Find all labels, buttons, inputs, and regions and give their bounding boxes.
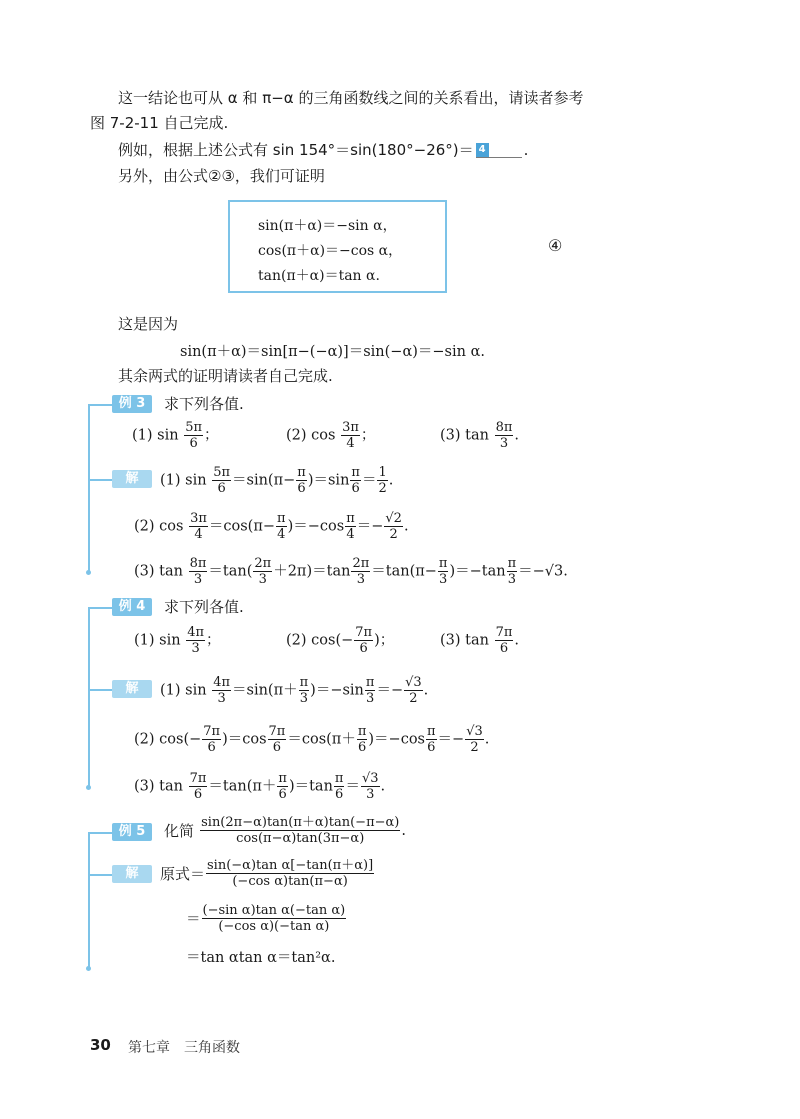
example5-solution-3: ＝tan αtan α＝tan²α. bbox=[186, 950, 336, 966]
fraction bbox=[206, 858, 374, 889]
math-text: (1) sin bbox=[160, 682, 207, 699]
math-text: ＝tan(π− bbox=[371, 563, 437, 580]
denominator: 6 bbox=[278, 787, 287, 802]
math-text: . bbox=[388, 472, 394, 489]
q-label: (1) sin bbox=[132, 427, 179, 444]
math-text: ＝ bbox=[186, 912, 201, 928]
numerator: sin(2π−α)tan(π＋α)tan(−π−α) bbox=[201, 815, 400, 830]
numerator: π bbox=[278, 771, 287, 786]
math-text: ＝tan(π＋ bbox=[208, 778, 277, 795]
numerator: π bbox=[438, 556, 448, 571]
formula-label: ④ bbox=[548, 236, 563, 255]
numerator: (−sin α)tan α(−tan α) bbox=[202, 903, 346, 918]
math-text: . bbox=[380, 778, 386, 795]
math-text: ＝−√3. bbox=[518, 563, 568, 580]
math-text: (3) tan bbox=[134, 778, 183, 795]
numerator: 1 bbox=[378, 465, 387, 480]
example5-rule bbox=[88, 832, 90, 968]
fraction bbox=[495, 625, 514, 656]
math-text: . bbox=[484, 731, 490, 748]
reason-equation: sin(π＋α)＝sin[π−(−α)]＝sin(−α)＝−sin α. bbox=[180, 344, 485, 360]
formula-sin: sin(π＋α)＝−sin α， bbox=[258, 218, 397, 234]
math-text: ＝cos(π＋ bbox=[287, 731, 356, 748]
fraction bbox=[268, 724, 287, 755]
numerator: 7π bbox=[189, 771, 207, 786]
example5-solution-1 bbox=[160, 858, 375, 889]
denominator: 6 bbox=[335, 787, 344, 802]
denominator: 6 bbox=[297, 481, 306, 496]
example3-solution-tag: 解 bbox=[112, 470, 152, 488]
intro-line-1: 这一结论也可从 α 和 π−α 的三角函数线之间的关系看出，请读者参考 bbox=[118, 89, 584, 107]
numerator: 7π bbox=[355, 625, 373, 640]
fraction bbox=[426, 724, 437, 755]
q-label: (3) tan bbox=[440, 427, 489, 444]
numerator: π bbox=[346, 511, 355, 526]
example3-q2 bbox=[286, 420, 375, 451]
math-text: ＝− bbox=[437, 731, 465, 748]
numerator: π bbox=[277, 511, 286, 526]
intro-line-2: 图 7-2-11 自己完成. bbox=[90, 114, 229, 132]
example4-solution-tag: 解 bbox=[112, 680, 152, 698]
numerator: sin(−α)tan α[−tan(π＋α)] bbox=[207, 858, 374, 873]
denominator: 6 bbox=[499, 641, 509, 656]
numerator: 7π bbox=[203, 724, 221, 739]
example3-solution-3 bbox=[134, 556, 568, 587]
math-text: . bbox=[401, 823, 406, 839]
fraction bbox=[184, 420, 203, 451]
denominator: 4 bbox=[194, 527, 203, 542]
q-end: ； bbox=[206, 632, 221, 649]
numerator: 5π bbox=[213, 465, 231, 480]
q-end: ； bbox=[360, 427, 376, 444]
fraction bbox=[350, 465, 361, 496]
example4-q1 bbox=[134, 625, 221, 656]
intro-example-text: 例如，根据上述公式有 sin 154°＝sin(180°−26°)＝ bbox=[118, 141, 474, 159]
chapter-title: 第七章 三角函数 bbox=[128, 1040, 240, 1056]
fraction bbox=[507, 556, 518, 587]
denominator: 3 bbox=[439, 572, 448, 587]
denominator: (−cos α)tan(π−α) bbox=[232, 874, 348, 889]
math-text: )＝sin bbox=[307, 472, 350, 489]
math-text: ＝cos(π− bbox=[208, 518, 276, 535]
fraction bbox=[296, 465, 307, 496]
formula-box bbox=[228, 200, 447, 293]
denominator: cos(π−α)tan(3π−α) bbox=[236, 831, 365, 846]
example5-question bbox=[164, 815, 406, 846]
fraction bbox=[354, 625, 373, 656]
fraction bbox=[253, 556, 272, 587]
numerator: 2π bbox=[352, 556, 370, 571]
fraction bbox=[212, 675, 231, 706]
q-end: ； bbox=[204, 427, 219, 444]
math-text: 原式＝ bbox=[160, 865, 206, 883]
fraction bbox=[189, 771, 208, 802]
math-text: ＋2π)＝tan bbox=[273, 563, 351, 580]
denominator: 4 bbox=[346, 436, 355, 451]
fraction bbox=[186, 625, 205, 656]
example4-stub bbox=[88, 607, 114, 609]
formula-cos: cos(π＋α)＝−cos α， bbox=[258, 243, 403, 259]
numerator: 3π bbox=[190, 511, 207, 526]
numerator: π bbox=[334, 771, 344, 786]
numerator: 4π bbox=[213, 675, 231, 690]
numerator: √2 bbox=[385, 511, 402, 526]
fraction bbox=[277, 771, 288, 802]
denominator: 6 bbox=[193, 787, 203, 802]
numerator: π bbox=[427, 724, 436, 739]
fraction bbox=[334, 771, 345, 802]
denominator: 6 bbox=[189, 436, 198, 451]
math-text: ＝tan( bbox=[208, 563, 253, 580]
fraction bbox=[189, 511, 208, 542]
example4-q3 bbox=[440, 625, 519, 656]
fraction bbox=[365, 675, 376, 706]
math-text: )＝tan bbox=[288, 778, 333, 795]
denominator: 6 bbox=[357, 740, 367, 755]
math-text: )＝−cos bbox=[287, 518, 345, 535]
example5-solution-tag: 解 bbox=[112, 865, 152, 883]
denominator: 6 bbox=[351, 481, 360, 496]
example3-q3 bbox=[440, 420, 519, 451]
fraction bbox=[438, 556, 449, 587]
example3-rule-end bbox=[86, 570, 91, 575]
example3-solution-2 bbox=[134, 511, 409, 542]
numerator: π bbox=[507, 556, 517, 571]
fraction bbox=[345, 511, 356, 542]
example3-q1 bbox=[132, 420, 219, 451]
blank-number: 4 bbox=[476, 143, 489, 157]
fraction bbox=[341, 420, 360, 451]
fraction bbox=[465, 724, 484, 755]
fraction bbox=[212, 465, 231, 496]
math-text: (2) cos bbox=[134, 518, 184, 535]
example3-rule bbox=[88, 404, 90, 572]
example3-tag: 例 3 bbox=[112, 395, 152, 413]
q-end: . bbox=[514, 632, 520, 649]
denominator: 4 bbox=[277, 527, 286, 542]
numerator: √3 bbox=[361, 771, 379, 786]
denominator: 3 bbox=[299, 691, 309, 706]
numerator: √3 bbox=[405, 675, 422, 690]
q-label: (1) sin bbox=[134, 632, 181, 649]
example5-tag: 例 5 bbox=[112, 823, 152, 841]
intro-example-end: . bbox=[523, 141, 529, 159]
numerator: π bbox=[357, 724, 367, 739]
denominator: 3 bbox=[193, 572, 203, 587]
intro-line-4: 另外，由公式②③，我们可证明 bbox=[118, 167, 325, 185]
math-text: (2) cos(− bbox=[134, 731, 202, 748]
math-text: )＝−sin bbox=[310, 682, 364, 699]
numerator: 2π bbox=[254, 556, 272, 571]
numerator: π bbox=[351, 465, 360, 480]
numerator: 7π bbox=[268, 724, 286, 739]
solution3-stub bbox=[88, 479, 114, 481]
denominator: 3 bbox=[217, 691, 226, 706]
denominator: 2 bbox=[389, 527, 398, 542]
math-text: ＝sin(π− bbox=[232, 472, 296, 489]
q-label: (3) tan bbox=[440, 632, 489, 649]
denominator: 3 bbox=[258, 572, 267, 587]
q-end: . bbox=[514, 427, 520, 444]
formula-tan: tan(π＋α)＝tan α. bbox=[258, 268, 380, 284]
denominator: 6 bbox=[359, 641, 368, 656]
example3-prompt: 求下列各值. bbox=[164, 395, 244, 413]
denominator: 6 bbox=[427, 740, 436, 755]
fraction bbox=[200, 815, 400, 846]
q-label: (2) cos bbox=[286, 427, 336, 444]
fraction bbox=[202, 724, 221, 755]
fraction bbox=[189, 556, 208, 587]
math-text: (3) tan bbox=[134, 563, 183, 580]
numerator: 4π bbox=[187, 625, 205, 640]
numerator: π bbox=[299, 675, 309, 690]
math-text: ＝− bbox=[376, 682, 404, 699]
fraction bbox=[299, 675, 310, 706]
reason-heading: 这是因为 bbox=[118, 315, 179, 333]
example4-rule-end bbox=[86, 785, 91, 790]
math-text: )＝−cos bbox=[368, 731, 425, 748]
denominator: 3 bbox=[507, 572, 516, 587]
q-end: )； bbox=[374, 632, 395, 649]
numerator: 8π bbox=[189, 556, 207, 571]
example5-stub bbox=[88, 832, 114, 834]
example3-stub bbox=[88, 404, 114, 406]
example3-solution-1 bbox=[160, 465, 393, 496]
denominator: 6 bbox=[207, 740, 216, 755]
denominator: 3 bbox=[499, 436, 509, 451]
math-text: . bbox=[423, 682, 429, 699]
example4-solution-1 bbox=[160, 675, 428, 706]
denominator: 3 bbox=[366, 787, 375, 802]
fraction bbox=[384, 511, 403, 542]
math-text: )＝cos bbox=[222, 731, 267, 748]
example4-q2 bbox=[286, 625, 394, 656]
fraction bbox=[404, 675, 423, 706]
math-text: ＝− bbox=[356, 518, 384, 535]
math-text: (1) sin bbox=[160, 472, 207, 489]
denominator: 6 bbox=[217, 481, 226, 496]
math-text: ＝ bbox=[345, 778, 360, 795]
fraction bbox=[276, 511, 287, 542]
math-text: . bbox=[403, 518, 409, 535]
q-label: (2) cos(− bbox=[286, 632, 354, 649]
numerator: π bbox=[365, 675, 375, 690]
fraction bbox=[202, 903, 347, 934]
example4-solution-2 bbox=[134, 724, 489, 755]
denominator: 4 bbox=[346, 527, 355, 542]
numerator: 8π bbox=[495, 420, 513, 435]
math-text: ＝sin(π＋ bbox=[232, 682, 298, 699]
reason-rest: 其余两式的证明请读者自己完成. bbox=[118, 367, 333, 385]
denominator: 3 bbox=[366, 691, 375, 706]
numerator: 3π bbox=[342, 420, 359, 435]
fraction bbox=[361, 771, 380, 802]
denominator: 6 bbox=[272, 740, 282, 755]
math-text: ＝ bbox=[361, 472, 377, 489]
example4-tag: 例 4 bbox=[112, 598, 152, 616]
fraction bbox=[357, 724, 368, 755]
denominator: 3 bbox=[191, 641, 200, 656]
denominator: 3 bbox=[356, 572, 365, 587]
math-text: )＝−tan bbox=[449, 563, 506, 580]
example4-rule bbox=[88, 607, 90, 787]
fraction bbox=[377, 465, 387, 496]
numerator: π bbox=[297, 465, 306, 480]
example5-solution-2 bbox=[186, 903, 347, 934]
fraction bbox=[351, 556, 370, 587]
answer-blank[interactable] bbox=[476, 143, 522, 158]
numerator: 5π bbox=[185, 420, 203, 435]
solution5-stub bbox=[88, 874, 114, 876]
example4-prompt: 求下列各值. bbox=[164, 598, 244, 616]
intro-line-3 bbox=[118, 140, 528, 160]
solution4-stub bbox=[88, 689, 114, 691]
numerator: √3 bbox=[466, 724, 483, 739]
page-number: 30 bbox=[90, 1036, 111, 1054]
example5-rule-end bbox=[86, 966, 91, 971]
denominator: (−cos α)(−tan α) bbox=[218, 919, 330, 934]
fraction bbox=[495, 420, 514, 451]
example5-prompt: 化简 bbox=[164, 822, 195, 840]
example4-solution-3 bbox=[134, 771, 385, 802]
denominator: 2 bbox=[470, 740, 479, 755]
denominator: 2 bbox=[409, 691, 418, 706]
numerator: 7π bbox=[495, 625, 513, 640]
denominator: 2 bbox=[378, 481, 387, 496]
